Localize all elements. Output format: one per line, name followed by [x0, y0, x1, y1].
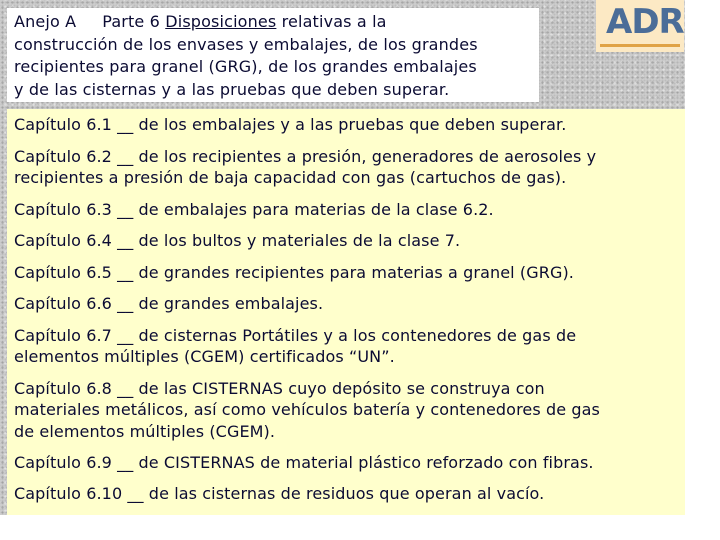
- chapter-item-6-2: [14, 146, 679, 189]
- chapter-item-6-1: [14, 114, 679, 136]
- annex-label: Anejo A: [14, 12, 77, 31]
- page-title: [7, 8, 539, 102]
- title-line-1-rest: relativas a la: [281, 12, 387, 31]
- title-line-4: y de las cisternas y a las pruebas que deben superar.: [14, 79, 450, 99]
- chapter-item-6-5: [14, 262, 679, 284]
- chapter-line: Capítulo 6.10 __ de las cisternas de residuos que operan al vacío.: [14, 483, 545, 503]
- chapter-line: Capítulo 6.8 __ de las CISTERNAS cuyo depósito se construya con: [14, 378, 545, 398]
- chapter-line: Capítulo 6.9 __ de CISTERNAS de material plástico reforzado con fibras.: [14, 453, 594, 472]
- chapter-line: Capítulo 6.6 __ de grandes embalajes.: [14, 294, 324, 313]
- adr-logo: [596, 0, 684, 52]
- part-label: Parte 6: [102, 12, 160, 31]
- chapter-item-6-10: [14, 483, 679, 505]
- chapter-item-6-8: [14, 378, 679, 443]
- dispositions-word: Disposiciones: [165, 12, 277, 31]
- adr-logo-text: ADR: [606, 2, 684, 42]
- title-line-2: construcción de los envases y embalajes, de los grandes: [14, 34, 478, 54]
- chapter-line: recipientes a presión de baja capacidad con gas (cartuchos de gas).: [14, 168, 567, 187]
- chapter-item-6-6: [14, 293, 679, 315]
- chapter-line: Capítulo 6.4 __ de los bultos y materiales de la clase 7.: [14, 231, 461, 250]
- chapter-item-6-4: [14, 230, 679, 252]
- chapter-line: Capítulo 6.5 __ de grandes recipientes para materias a granel (GRG).: [14, 262, 574, 282]
- chapter-line: de elementos múltiples (CGEM).: [14, 421, 276, 441]
- chapter-line: Capítulo 6.3 __ de embalajes para materias de la clase 6.2.: [14, 199, 494, 219]
- chapter-item-6-7: [14, 325, 679, 368]
- title-line-3: recipientes para granel (GRG), de los grandes embalajes: [14, 57, 477, 76]
- chapter-line: Capítulo 6.2 __ de los recipientes a presión, generadores de aerosoles y: [14, 146, 597, 166]
- chapter-line: Capítulo 6.7 __ de cisternas Portátiles y a los contenedores de gas de: [14, 325, 577, 345]
- chapter-line: Capítulo 6.1 __ de los embalajes y a las pruebas que deben superar.: [14, 115, 567, 134]
- chapter-list: [7, 109, 685, 515]
- chapter-item-6-3: [14, 199, 679, 221]
- chapter-line: elementos múltiples (CGEM) certificados “UN”.: [14, 347, 395, 366]
- adr-logo-stripe: [600, 44, 680, 47]
- chapter-item-6-9: [14, 452, 679, 474]
- title-line-1: [14, 11, 533, 34]
- chapter-line: materiales metálicos, así como vehículos batería y contenedores de gas: [14, 400, 600, 419]
